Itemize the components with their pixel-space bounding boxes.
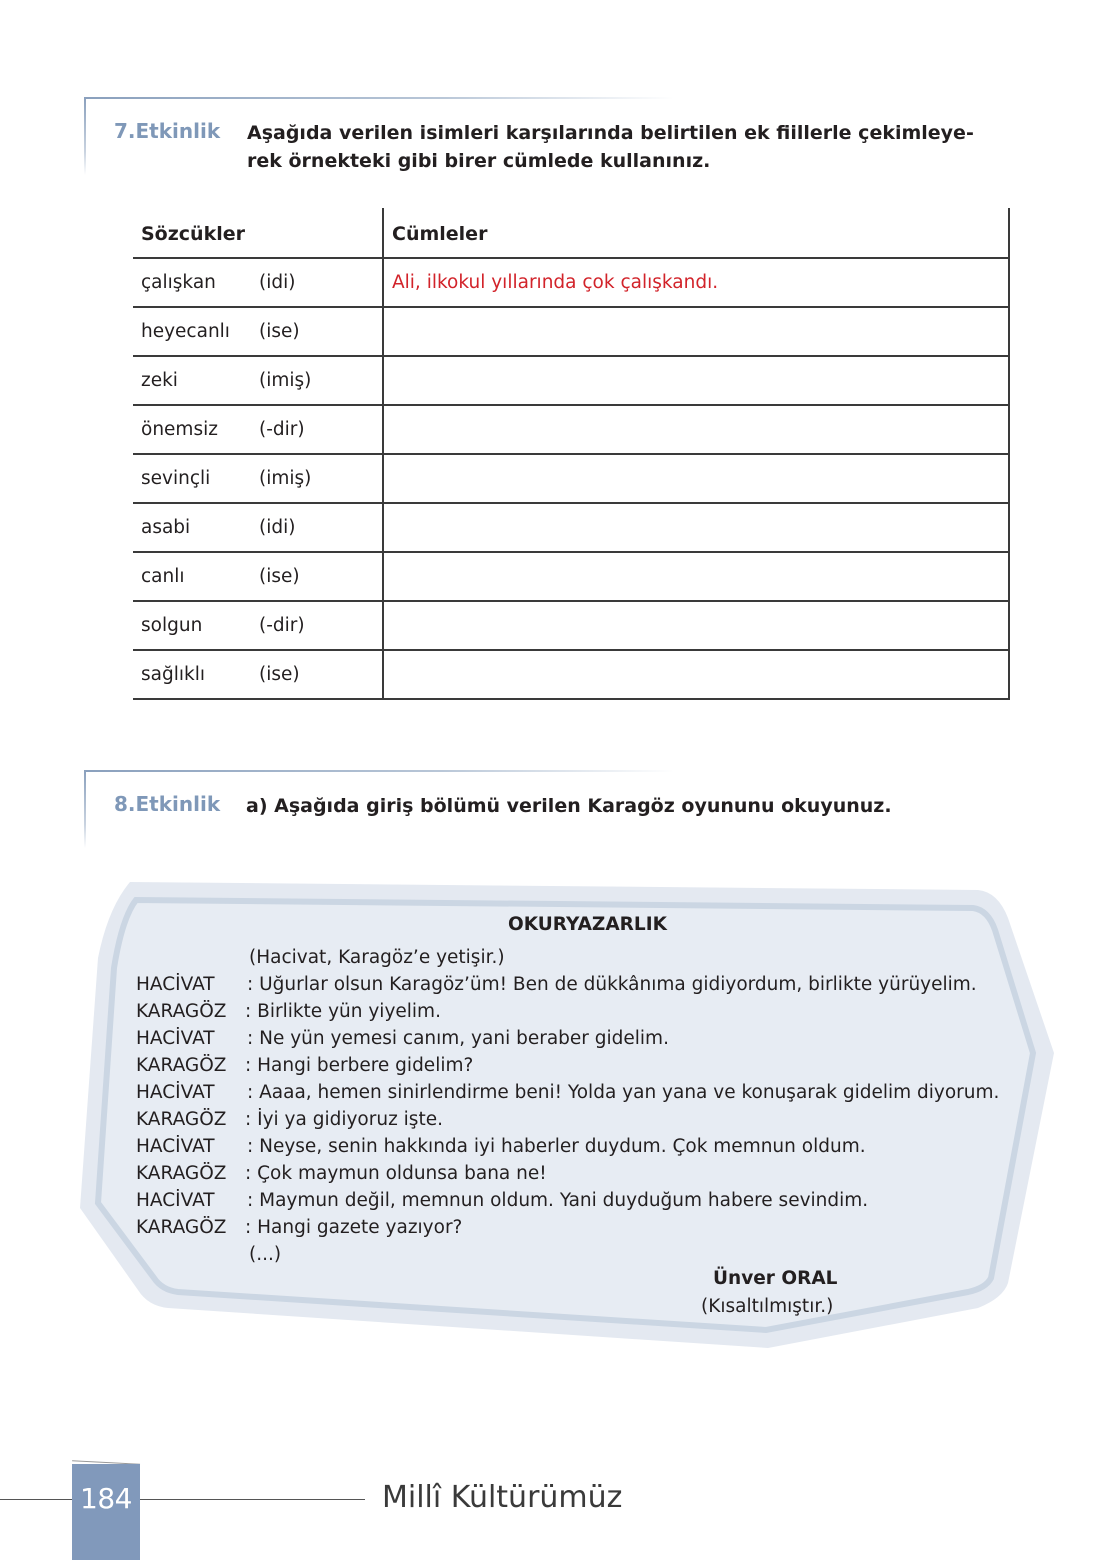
table-row [133, 258, 1009, 307]
sentence-cell[interactable] [383, 454, 1009, 503]
activity-label: 7.Etkinlik [114, 119, 221, 143]
words-table [133, 208, 1010, 700]
stage-direction: (...) [249, 1244, 282, 1265]
story-title: OKURYAZARLIK [508, 914, 667, 935]
dialogue-line: KARAGÖZ : İyi ya gidiyoruz işte. [136, 1109, 443, 1130]
dialogue-line: HACİVAT : Aaaa, hemen sinirlendirme beni! Yolda yan yana ve konuşarak gidelim diyorum. [136, 1082, 1000, 1103]
instruction-line-1: Aşağıda verilen isimleri karşılarında belirtilen ek fiillerle çekimleye- [247, 122, 974, 144]
table-header-row [133, 208, 1009, 258]
word: asabi [141, 517, 191, 538]
speaker: HACİVAT [136, 1190, 215, 1211]
header-rule-top [84, 97, 674, 99]
word-cell [133, 650, 383, 699]
stage-direction: (Hacivat, Karagöz’e yetişir.) [249, 947, 505, 968]
word: canlı [141, 566, 185, 587]
sentence-cell[interactable] [383, 405, 1009, 454]
speaker: HACİVAT [136, 1028, 215, 1049]
sentence-cell[interactable] [383, 650, 1009, 699]
dialogue-text: Uğurlar olsun Karagöz’üm! Ben de dükkânıma gidiyordum, birlikte yürüyelim. [259, 974, 977, 995]
header-words: Sözcükler [133, 208, 383, 258]
footer-rule-left [0, 1499, 72, 1500]
suffix: (-dir) [259, 419, 305, 440]
dialogue-text: Neyse, senin hakkında iyi haberler duydum. Çok memnun oldum. [259, 1136, 866, 1157]
suffix: (idi) [259, 272, 296, 293]
table-row [133, 356, 1009, 405]
table-row [133, 650, 1009, 699]
speaker: HACİVAT [136, 1082, 215, 1103]
table-row [133, 503, 1009, 552]
page-number: 184 [80, 1482, 132, 1515]
table-row [133, 454, 1009, 503]
footer-rule-right [140, 1499, 365, 1500]
dialogue-text: Hangi gazete yazıyor? [257, 1217, 463, 1238]
dialogue-text: Aaaa, hemen sinirlendirme beni! Yolda yan yana ve konuşarak gidelim diyorum. [259, 1082, 1000, 1103]
dialogue-line: KARAGÖZ : Birlikte yün yiyelim. [136, 1001, 441, 1022]
sentence-cell[interactable] [383, 307, 1009, 356]
header-rule-left [84, 770, 86, 848]
sentence-cell[interactable] [383, 356, 1009, 405]
suffix: (imiş) [259, 370, 312, 391]
header-rule-top [84, 770, 674, 772]
suffix: (ise) [259, 321, 300, 342]
dialogue-line: KARAGÖZ : Çok maymun oldunsa bana ne! [136, 1163, 547, 1184]
word: sevinçli [141, 468, 211, 489]
word: zeki [141, 370, 178, 391]
word-cell [133, 307, 383, 356]
word: solgun [141, 615, 203, 636]
word: çalışkan [141, 272, 216, 293]
suffix: (-dir) [259, 615, 305, 636]
suffix: (idi) [259, 517, 296, 538]
word-cell [133, 258, 383, 307]
source-note: (Kısaltılmıştır.) [701, 1296, 834, 1317]
speaker: HACİVAT [136, 974, 215, 995]
suffix: (imiş) [259, 468, 312, 489]
activity-instruction: a) Aşağıda giriş bölümü verilen Karagöz oyununu okuyunuz. [246, 795, 892, 817]
author: Ünver ORAL [713, 1268, 838, 1289]
suffix: (ise) [259, 664, 300, 685]
suffix: (ise) [259, 566, 300, 587]
header-sentences: Cümleler [383, 208, 1009, 258]
dialogue-text: Ne yün yemesi canım, yani beraber gidelim. [259, 1028, 669, 1049]
dialogue-line: KARAGÖZ : Hangi berbere gidelim? [136, 1055, 474, 1076]
table-row [133, 307, 1009, 356]
word: önemsiz [141, 419, 218, 440]
book-title: Millî Kültürümüz [382, 1480, 623, 1515]
dialogue-line: HACİVAT : Ne yün yemesi canım, yani beraber gidelim. [136, 1028, 669, 1049]
word: sağlıklı [141, 664, 205, 685]
word-cell [133, 552, 383, 601]
story-content [78, 878, 1054, 1353]
word-cell [133, 405, 383, 454]
word-cell [133, 503, 383, 552]
speaker: HACİVAT [136, 1136, 215, 1157]
dialogue-text: İyi ya gidiyoruz işte. [257, 1109, 443, 1130]
dialogue-text: Birlikte yün yiyelim. [257, 1001, 441, 1022]
sentence-cell[interactable] [383, 552, 1009, 601]
header-rule-left [84, 97, 86, 175]
dialogue-text: Hangi berbere gidelim? [257, 1055, 474, 1076]
sentence-cell[interactable] [383, 601, 1009, 650]
word-cell [133, 356, 383, 405]
activity-instruction [247, 119, 987, 175]
speaker: KARAGÖZ [136, 1055, 227, 1076]
word-cell [133, 601, 383, 650]
speaker: KARAGÖZ [136, 1109, 227, 1130]
speaker: KARAGÖZ [136, 1163, 227, 1184]
word-cell [133, 454, 383, 503]
speaker: KARAGÖZ [136, 1001, 227, 1022]
table-row [133, 405, 1009, 454]
dialogue-line: HACİVAT : Neyse, senin hakkında iyi haberler duydum. Çok memnun oldum. [136, 1136, 866, 1157]
dialogue-line: KARAGÖZ : Hangi gazete yazıyor? [136, 1217, 463, 1238]
table-row [133, 601, 1009, 650]
word: heyecanlı [141, 321, 230, 342]
instruction-line-2: rek örnekteki gibi birer cümlede kullanınız. [247, 150, 711, 172]
sentence-cell: Ali, ilkokul yıllarında çok çalışkandı. [383, 258, 1009, 307]
speaker: KARAGÖZ [136, 1217, 227, 1238]
dialogue-text: Çok maymun oldunsa bana ne! [257, 1163, 547, 1184]
dialogue-line: HACİVAT : Uğurlar olsun Karagöz’üm! Ben de dükkânıma gidiyordum, birlikte yürüyelim. [136, 974, 977, 995]
story-box [78, 878, 1054, 1353]
sentence-cell[interactable] [383, 503, 1009, 552]
activity-label: 8.Etkinlik [114, 792, 221, 816]
dialogue-text: Maymun değil, memnun oldum. Yani duyduğum habere sevindim. [259, 1190, 869, 1211]
table-row [133, 552, 1009, 601]
dialogue-line: HACİVAT : Maymun değil, memnun oldum. Yani duyduğum habere sevindim. [136, 1190, 869, 1211]
